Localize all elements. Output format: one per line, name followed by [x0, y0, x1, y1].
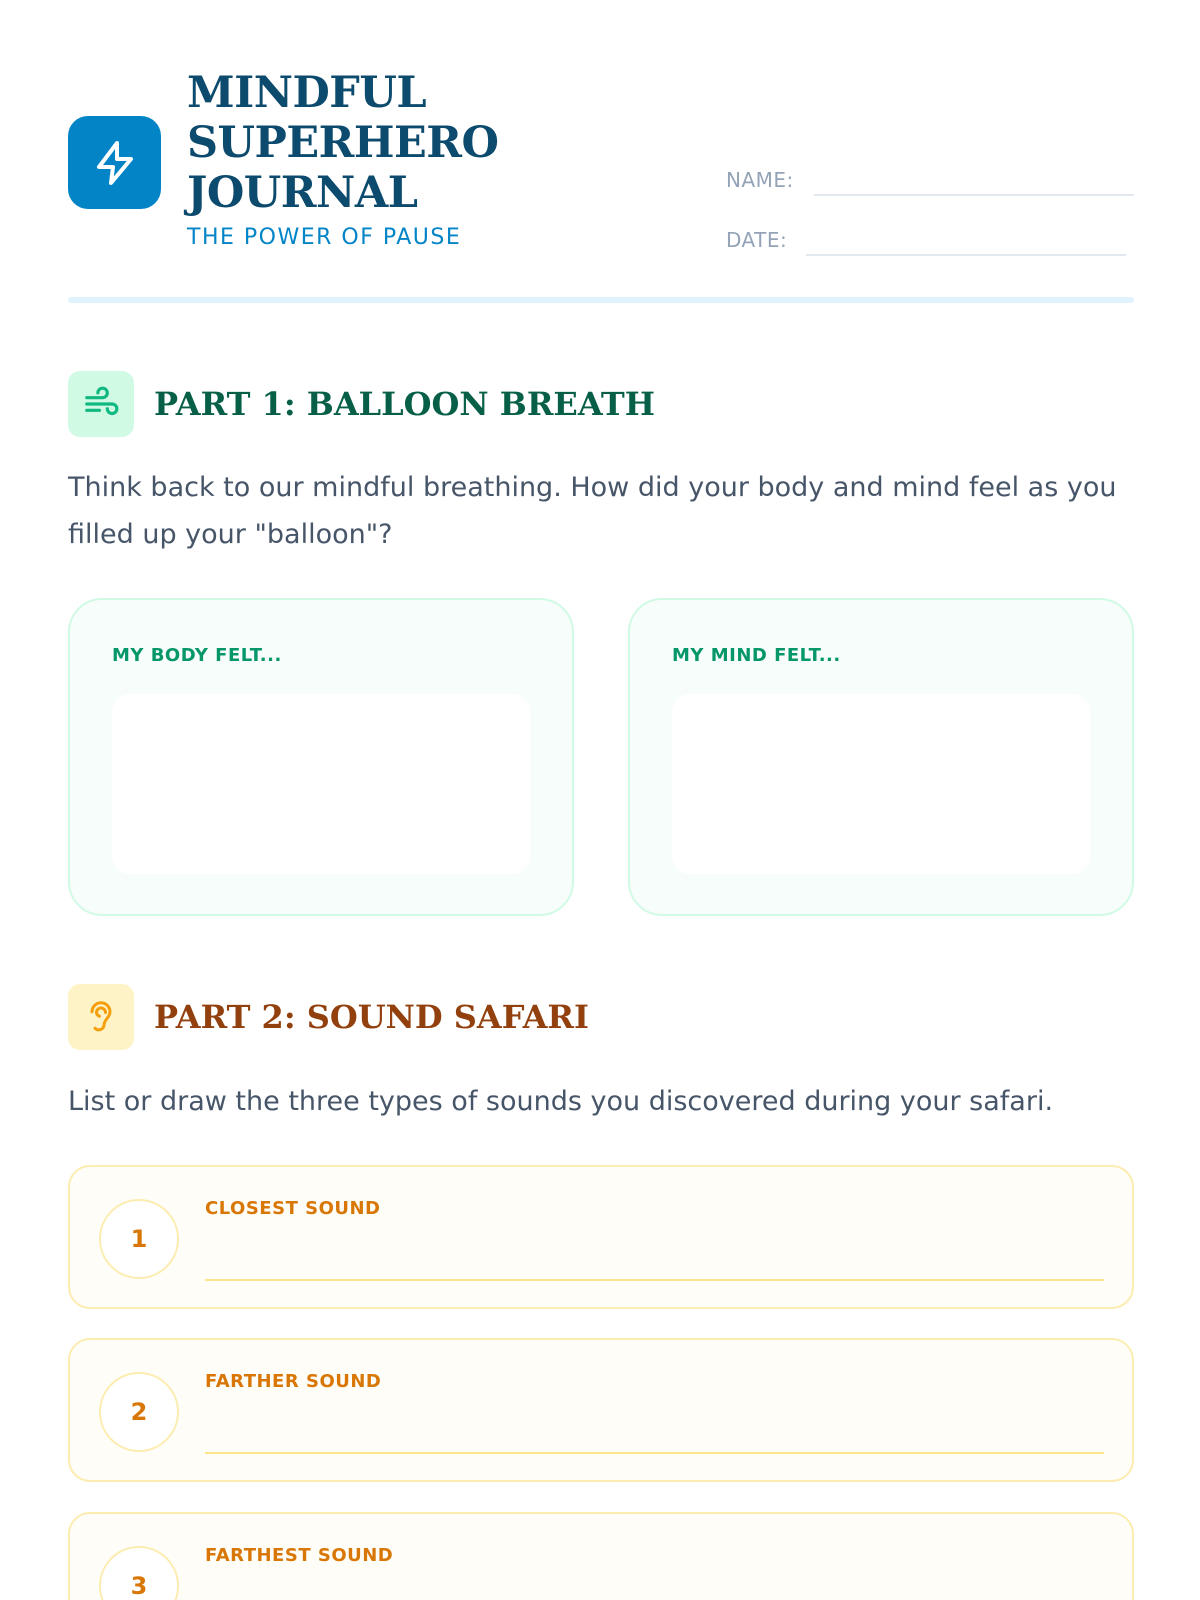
header-divider — [68, 297, 1134, 303]
part1-prompt: Think back to our mindful breathing. How did your body and mind feel as you filled up your "balloon"? — [68, 472, 1117, 550]
date-field[interactable] — [726, 216, 1126, 256]
part1-title: PART 1: BALLOON BREATH — [154, 385, 655, 423]
sound-number-2: 2 — [99, 1372, 179, 1452]
sound-write-line-farther[interactable] — [205, 1452, 1104, 1454]
wind-icon — [82, 385, 120, 423]
worksheet-header — [68, 0, 1134, 304]
sound-number-3: 3 — [99, 1546, 179, 1600]
logo — [68, 116, 161, 209]
sound-label-closest: CLOSEST SOUND — [205, 1198, 381, 1219]
part2-title: PART 2: SOUND SAFARI — [154, 998, 589, 1036]
sound-card-farther — [68, 1338, 1134, 1482]
name-write-line[interactable] — [814, 194, 1134, 196]
sound-label-farther: FARTHER SOUND — [205, 1371, 382, 1392]
part2-prompt: List or draw the three types of sounds you discovered during your safari. — [68, 1086, 1054, 1117]
part2-heading — [68, 984, 1134, 1050]
sound-label-farthest: FARTHEST SOUND — [205, 1545, 394, 1566]
body-felt-write-area[interactable] — [112, 694, 530, 874]
mind-felt-box — [628, 598, 1134, 916]
part2-icon-box — [68, 984, 134, 1050]
title-line-2: SUPERHERO — [187, 118, 499, 168]
title-line-1: MINDFUL — [187, 68, 427, 118]
lightning-bolt-icon — [91, 139, 139, 187]
mind-felt-label: MY MIND FELT... — [672, 645, 841, 666]
ear-icon — [83, 999, 119, 1035]
date-label: DATE: — [726, 228, 788, 252]
journal-subtitle: THE POWER OF PAUSE — [187, 225, 462, 250]
part1-icon-box — [68, 371, 134, 437]
body-felt-label: MY BODY FELT... — [112, 645, 282, 666]
body-felt-box — [68, 598, 574, 916]
sound-write-line-closest[interactable] — [205, 1279, 1104, 1281]
title-line-3: JOURNAL — [187, 168, 418, 218]
name-label: NAME: — [726, 168, 794, 192]
date-write-line[interactable] — [806, 254, 1126, 256]
name-field[interactable] — [726, 156, 1134, 196]
part1-heading — [68, 371, 1134, 437]
journal-title — [187, 68, 499, 218]
sound-card-farthest — [68, 1512, 1134, 1600]
sound-number-1: 1 — [99, 1199, 179, 1279]
mind-felt-write-area[interactable] — [672, 694, 1090, 874]
sound-card-closest — [68, 1165, 1134, 1309]
